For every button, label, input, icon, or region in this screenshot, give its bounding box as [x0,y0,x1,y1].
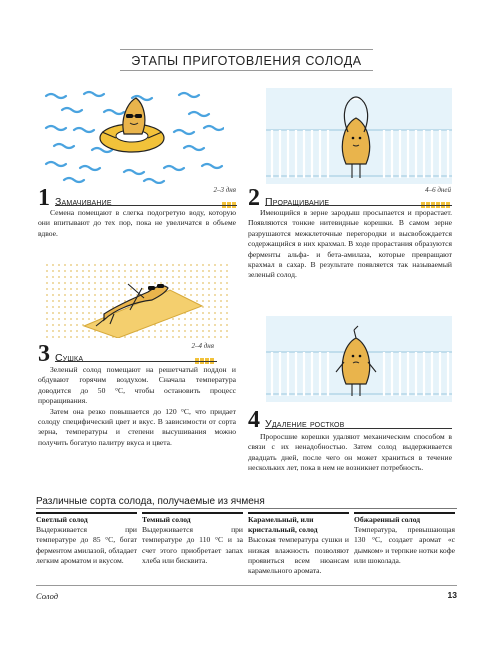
illustration-sprout-removal [266,316,452,402]
step-3-number: 3 [38,341,50,367]
variety-text: Выдерживается при температуре до 85 °C, богат ферментом амилазой, обладает легким ароматом и вкусом. [36,525,137,565]
variety-1-rule [36,512,137,514]
illustration-drying [44,262,228,338]
step-2-duration-bars [420,195,450,201]
title-rule-bottom [120,70,373,71]
step-2-days: 4–6 дней [425,186,451,194]
variety-2-rule [142,512,243,514]
variety-3-rule [248,512,349,514]
variety-text: Температура, превышающая 130 °C, создает аромат «с дымком» и терпкие нотки кофе или шоколада. [354,525,455,565]
step-4-name: Удаление ростков [265,418,345,430]
variety-name: Светлый солод [36,515,88,524]
paragraph: Семена помещают в слегка подогретую воду, которую они впитывают до тех пор, пока не увеличатся в объеме вдвое. [38,208,236,238]
step-3-duration-bars [194,351,214,357]
paragraph: Проросшие корешки удаляют механическим способом в связи с их ненадобностью. Затем солод выдерживается двадцать дней, после чего он может храниться в течение нескольких лет, пока в нем не возникнет потребность. [248,432,452,473]
variety-text: Выдерживается при температуре до 110 °C и за счет этого приобретает запах хлеба или бисквита. [142,525,243,565]
varieties-rule [36,508,457,509]
variety-4-rule [354,512,455,514]
variety-name: Темный солод [142,515,191,524]
step-2-number: 2 [248,185,260,211]
footer-section: Солод [36,591,59,601]
illustration-soaking [44,88,224,184]
page-title: ЭТАПЫ ПРИГОТОВЛЕНИЯ СОЛОДА [131,54,362,68]
variety-light [36,515,137,566]
variety-caramel [248,515,349,576]
step-1-days: 2–3 дня [213,186,236,194]
step-2-rule [265,205,452,206]
paragraph: Зеленый солод помещают на решетчатый поддон и обдувают горячим воздухом. Сначала температура доводится до 50 °C, чтобы остановить процесс проращивания. [38,365,236,406]
title-rule-top [120,49,373,50]
step-3-text [38,365,236,448]
step-4-rule [265,428,452,429]
step-4-text [248,432,452,474]
variety-roasted [354,515,455,566]
variety-dark [142,515,243,566]
step-4-number: 4 [248,407,260,433]
varieties-title: Различные сорта солода, получаемые из ячменя [36,496,265,507]
paragraph: Имеющийся в зерне зародыш просыпается и прорастает. Появляются тонкие нитевидные корешки. В самом зерне разрушаются межклеточные перегородки и высвобождается содержащийся в них крахмал. В ходе прорастания образуются ферменты альфа- и бета-амилаза, которые превращают крахмал в сахар. В результате появляется так называемый зеленый солод. [248,208,452,280]
step-1-duration-bars [221,195,236,201]
step-2-name: Проращивание [265,196,330,208]
paragraph: Затем она резко повышается до 120 °C, что придает солоду специфический цвет и вкус. В зависимости от сорта зерна, температуры и степени высушивания можно получить богатую палитру вкуса и цвета. [38,406,236,447]
footer-rule [36,585,457,586]
step-1-text [38,208,236,239]
step-1-rule [55,205,237,206]
illustration-germination [266,88,452,184]
step-3-days: 2–4 дня [191,342,214,350]
variety-name: Обжаренный солод [354,515,421,524]
variety-name: Карамельный, или кристальный, солод [248,515,318,535]
step-2-text [248,208,452,281]
page-number: 13 [447,590,457,600]
step-3-name: Сушка [55,352,84,364]
step-3-rule [55,361,217,362]
step-1-number: 1 [38,185,50,211]
step-1-name: Замачивание [55,196,112,208]
variety-text: Высокая температура сушки и низкая влажность позволяют проявиться всем нюансам карамельного аромата. [248,535,349,576]
